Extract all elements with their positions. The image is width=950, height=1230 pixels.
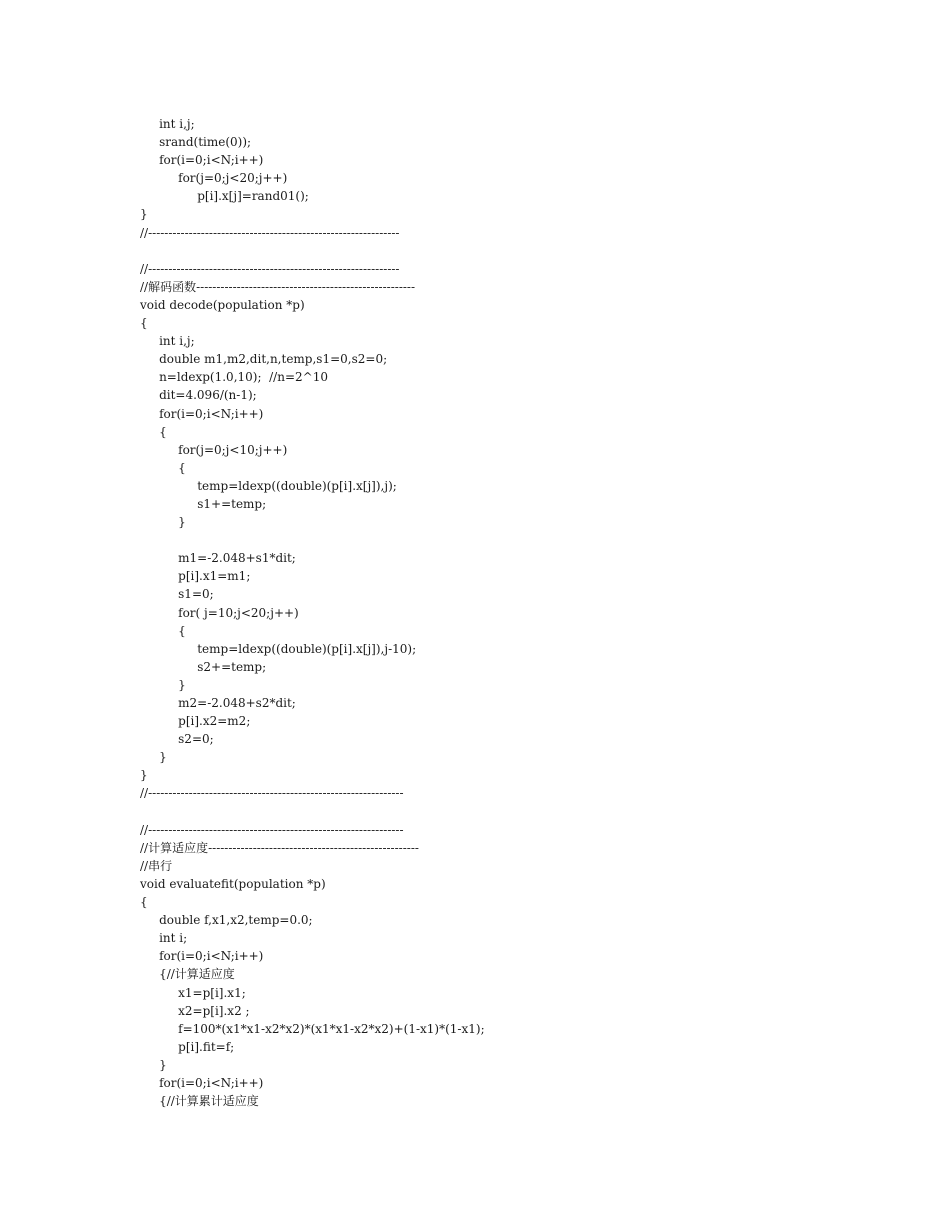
code-line: s1+=temp; (140, 496, 267, 511)
code-line: s1=0; (140, 587, 214, 602)
code-line: int i,j; (140, 117, 195, 131)
code-line: //--------------------------------------------------------------- (140, 786, 404, 801)
code-line: for(j=0;j<20;j++) (140, 171, 288, 186)
code-line (140, 531, 900, 549)
code-line: { (140, 623, 186, 638)
code-line: temp=ldexp((double)(p[i].x[j]),j); (140, 478, 397, 493)
code-line: for(j=0;j<10;j++) (140, 442, 288, 457)
code-line: { (140, 424, 167, 439)
code-line: p[i].fit=f; (140, 1039, 235, 1054)
code-line: } (140, 750, 167, 765)
code-line: for(i=0;i<N;i++) (140, 1075, 264, 1090)
code-line (140, 803, 900, 821)
code-line: { (140, 895, 148, 910)
code-line: f=100*(x1*x1-x2*x2)*(x1*x1-x2*x2)+(1-x1)*(1-x1); (140, 1021, 485, 1036)
code-line: srand(time(0)); (140, 135, 252, 150)
code-line: //计算适应度---------------------------------------------------- (140, 840, 419, 855)
code-line: x1=p[i].x1; (140, 985, 246, 1000)
code-listing (140, 115, 900, 1110)
code-line: //-------------------------------------------------------------- (140, 261, 400, 276)
code-line: } (140, 515, 186, 530)
code-line: p[i].x[j]=rand01(); (140, 189, 309, 204)
code-line: double m1,m2,dit,n,temp,s1=0,s2=0; (140, 352, 388, 367)
code-line: int i,j; (140, 334, 195, 349)
code-line: p[i].x2=m2; (140, 714, 251, 729)
code-line: for(i=0;i<N;i++) (140, 406, 264, 421)
code-line: temp=ldexp((double)(p[i].x[j]),j-10); (140, 641, 417, 656)
code-line: void decode(population *p) (140, 297, 305, 312)
code-line: int i; (140, 931, 188, 946)
code-line (140, 242, 900, 260)
code-line: n=ldexp(1.0,10); //n=2^10 (140, 370, 328, 385)
code-line: //--------------------------------------------------------------- (140, 822, 404, 837)
code-line: { (140, 460, 186, 475)
code-line: for( j=10;j<20;j++) (140, 605, 299, 620)
code-line: double f,x1,x2,temp=0.0; (140, 913, 313, 928)
code-line: {//计算累计适应度 (140, 1094, 259, 1109)
code-line: s2+=temp; (140, 659, 267, 674)
code-line: for(i=0;i<N;i++) (140, 153, 264, 168)
code-line: dit=4.096/(n-1); (140, 388, 257, 403)
code-line: m2=-2.048+s2*dit; (140, 696, 296, 710)
code-line: } (140, 677, 186, 692)
code-line: m1=-2.048+s1*dit; (140, 551, 296, 566)
code-line: p[i].x1=m1; (140, 569, 251, 584)
code-line: { (140, 316, 148, 331)
code-line: {//计算适应度 (140, 967, 235, 982)
code-line: x2=p[i].x2 ; (140, 1003, 250, 1018)
code-line: } (140, 207, 148, 222)
code-line: } (140, 768, 148, 783)
code-line: //-------------------------------------------------------------- (140, 225, 400, 240)
code-line: //串行 (140, 858, 173, 873)
code-line: //解码函数------------------------------------------------------ (140, 279, 416, 294)
code-line: s2=0; (140, 732, 214, 747)
code-line: for(i=0;i<N;i++) (140, 949, 264, 964)
code-line: } (140, 1057, 167, 1072)
code-line: void evaluatefit(population *p) (140, 876, 326, 891)
